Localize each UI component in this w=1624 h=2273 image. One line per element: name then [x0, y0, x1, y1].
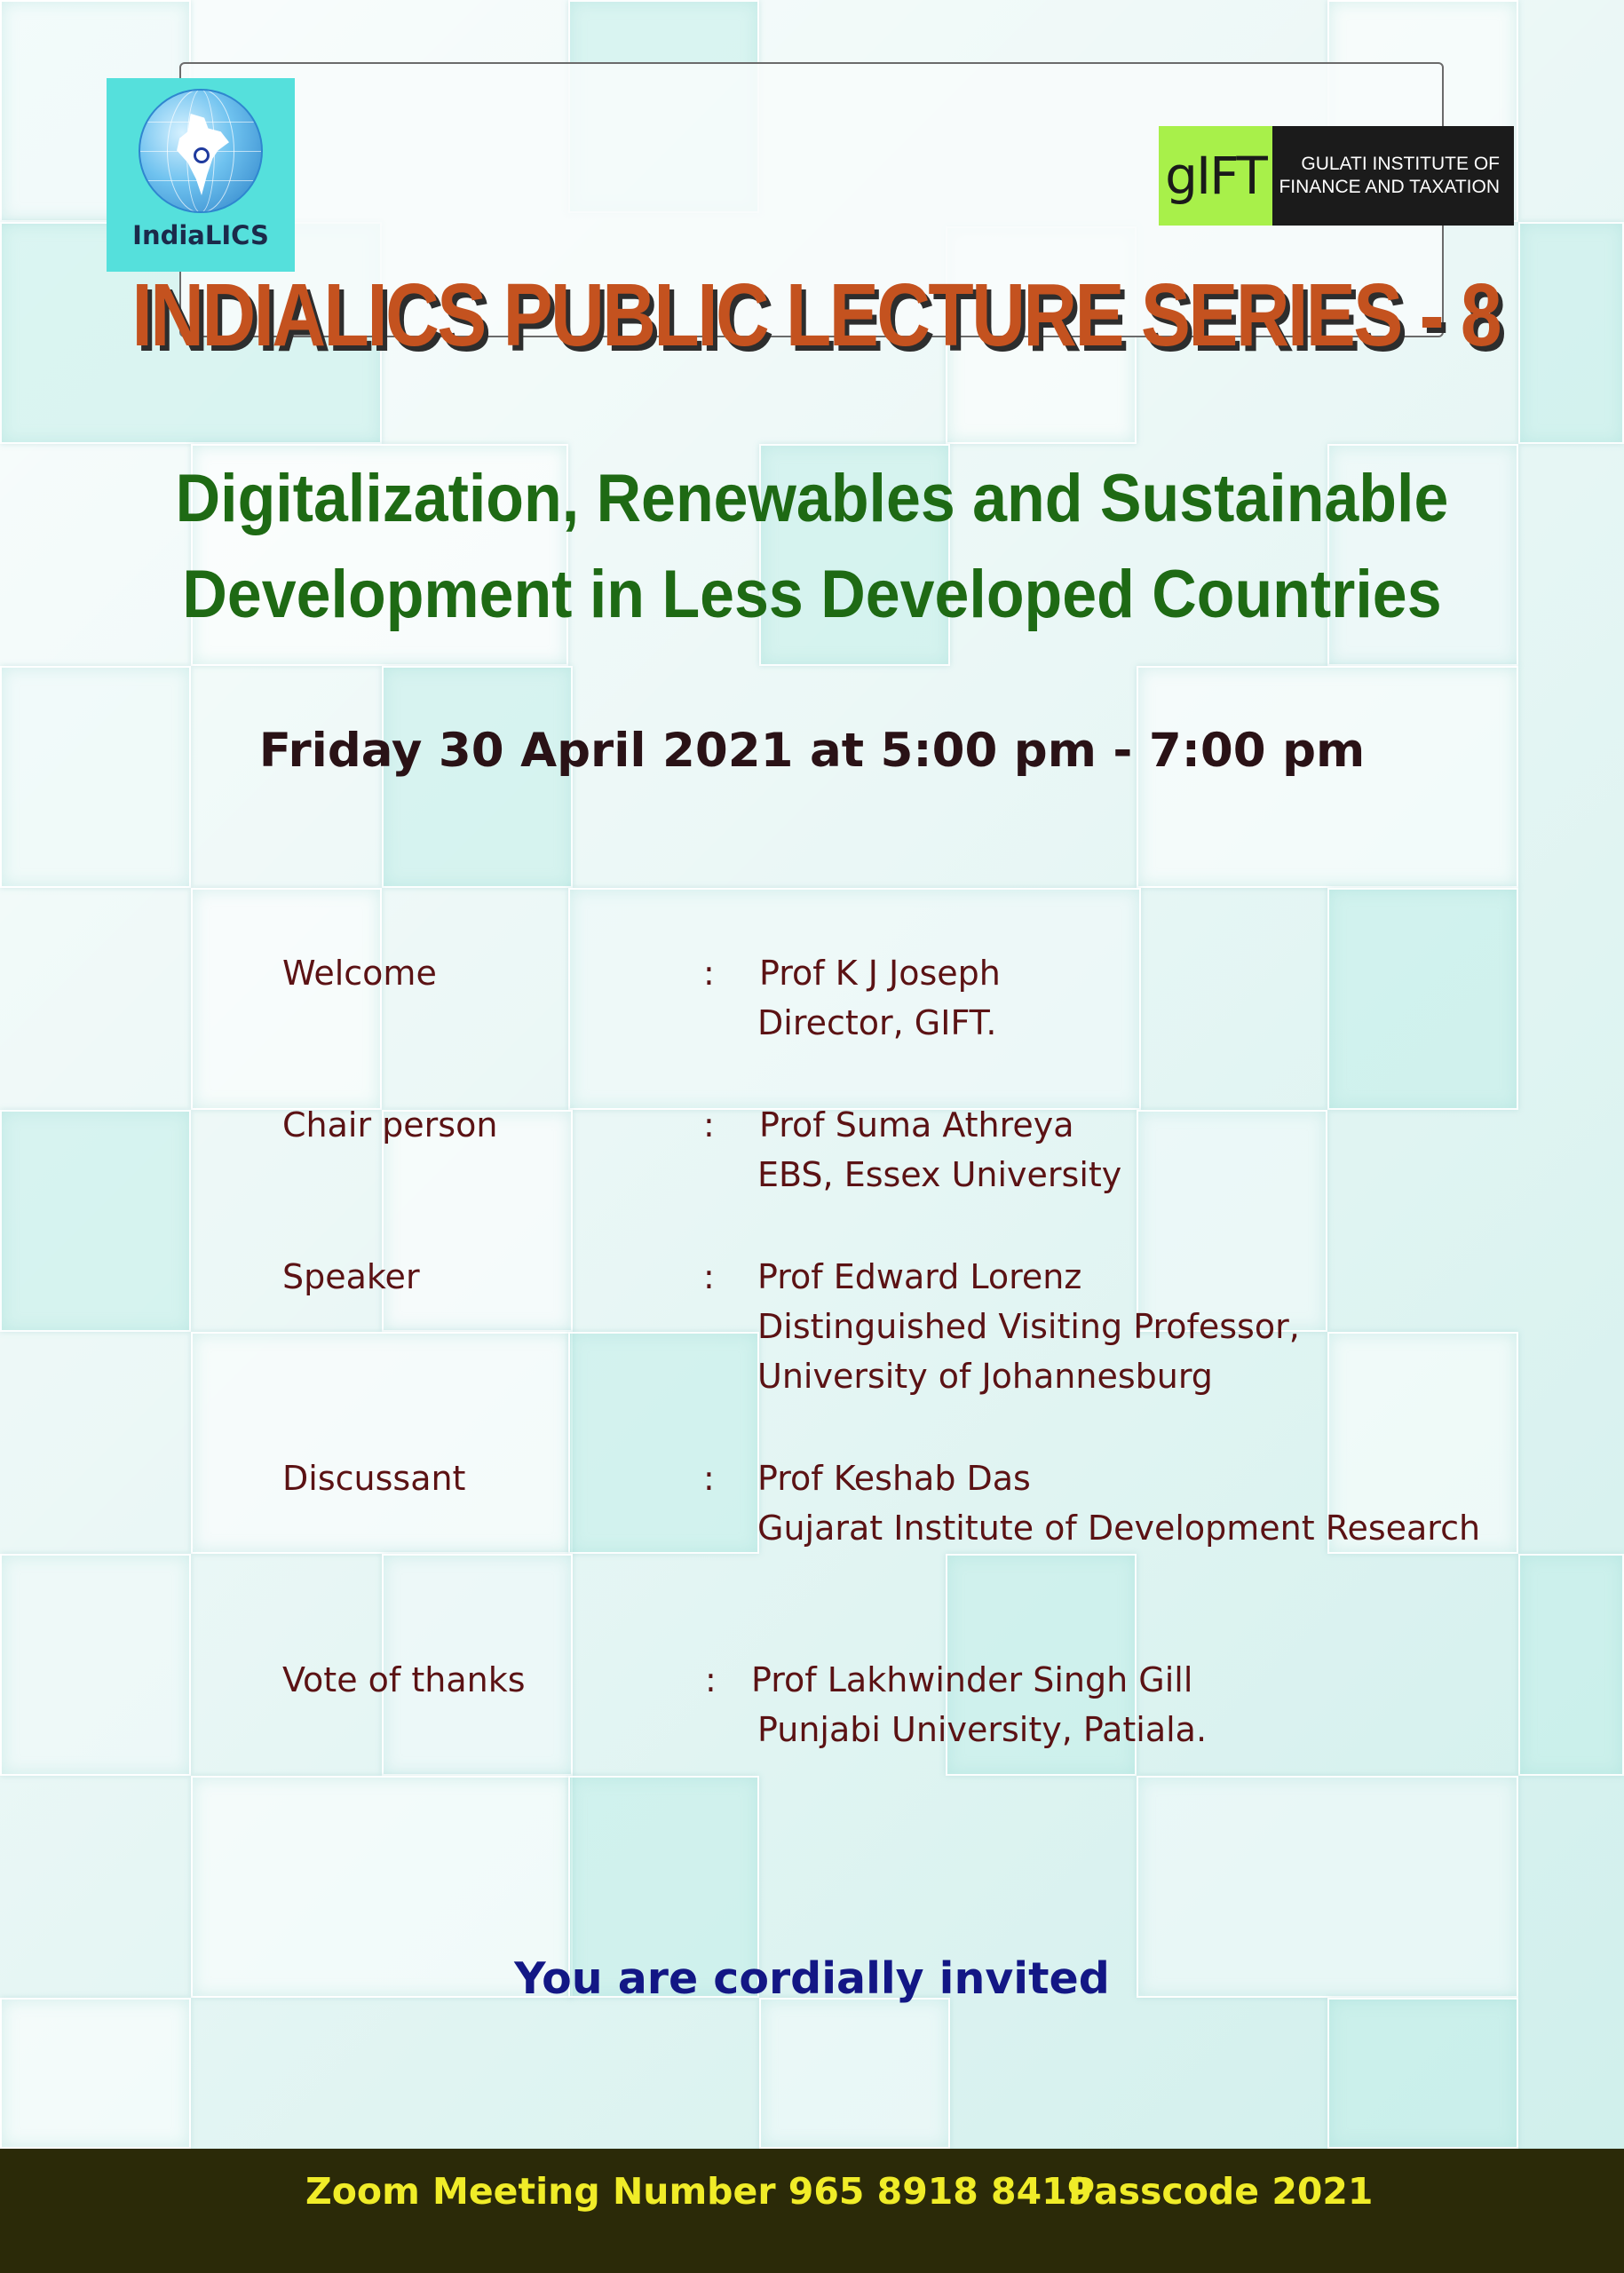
- globe-icon: [139, 89, 263, 213]
- program-person-name: Prof Edward Lorenz: [757, 1257, 1082, 1296]
- program-person-affiliation: Director, GIFT.: [757, 1003, 997, 1042]
- gift-logo-name: [1272, 126, 1514, 226]
- program-person-affiliation: EBS, Essex University: [757, 1155, 1122, 1194]
- bg-tile: [1327, 888, 1518, 1110]
- bg-tile: [0, 1554, 191, 1776]
- event-date-time: Friday 30 April 2021 at 5:00 pm - 7:00 pm: [258, 724, 1366, 778]
- lecture-title: [0, 451, 1624, 643]
- bg-tile: [191, 1332, 573, 1554]
- gift-name-line2: FINANCE AND TAXATION: [1279, 177, 1500, 197]
- gift-name-line1: GULATI INSTITUTE OF: [1301, 154, 1500, 174]
- program-person-affiliation: Distinguished Visiting Professor,: [757, 1307, 1300, 1346]
- program-person-affiliation: Punjabi University, Patiala.: [757, 1710, 1208, 1749]
- lecture-title-line2: Development in Less Developed Countries: [182, 557, 1442, 632]
- zoom-passcode: Passcode 2021: [1068, 2170, 1374, 2213]
- program-person-affiliation: University of Johannesburg: [757, 1357, 1213, 1396]
- program-role-welcome: Welcome: [282, 954, 437, 993]
- program-colon: :: [703, 954, 715, 993]
- bg-tile: [1327, 1998, 1518, 2149]
- gift-logo: [1159, 126, 1514, 226]
- bg-tile: [0, 1110, 191, 1332]
- gift-logo-mark: gIFT: [1159, 126, 1272, 226]
- bg-tile: [0, 1998, 191, 2149]
- lecture-title-line1: Digitalization, Renewables and Sustainable: [175, 461, 1449, 536]
- indialics-logo-text: IndiaLICS: [132, 220, 269, 250]
- invitation-text: You are cordially invited: [514, 1953, 1110, 2004]
- program-person-affiliation: Gujarat Institute of Development Research: [757, 1509, 1481, 1548]
- series-title: INDIALICS PUBLIC LECTURE SERIES - 8: [131, 265, 1501, 365]
- program-role-vote-of-thanks: Vote of thanks: [282, 1660, 526, 1699]
- program-person-name: Prof Suma Athreya: [759, 1105, 1074, 1144]
- program-colon: :: [703, 1105, 715, 1144]
- chakra-icon: [194, 147, 210, 163]
- program-colon: :: [703, 1257, 715, 1296]
- bg-tile: [1518, 1554, 1624, 1776]
- bg-tile: [568, 888, 1141, 1110]
- program-colon: :: [703, 1459, 715, 1498]
- program-role-discussant: Discussant: [282, 1459, 466, 1498]
- bg-tile: [1518, 222, 1624, 444]
- indialics-logo: [107, 78, 295, 272]
- program-role-chair: Chair person: [282, 1105, 498, 1144]
- program-role-speaker: Speaker: [282, 1257, 420, 1296]
- bg-tile: [568, 1332, 759, 1554]
- bg-tile: [191, 888, 382, 1110]
- program-person-name: Prof K J Joseph: [759, 954, 1001, 993]
- bg-tile: [759, 1998, 950, 2149]
- program-person-name: Prof Keshab Das: [757, 1459, 1031, 1498]
- program-person-name: Prof Lakhwinder Singh Gill: [751, 1660, 1193, 1699]
- program-colon: :: [705, 1660, 717, 1699]
- bg-tile: [1137, 1110, 1327, 1332]
- zoom-meeting-number: Zoom Meeting Number 965 8918 8419: [305, 2170, 1093, 2213]
